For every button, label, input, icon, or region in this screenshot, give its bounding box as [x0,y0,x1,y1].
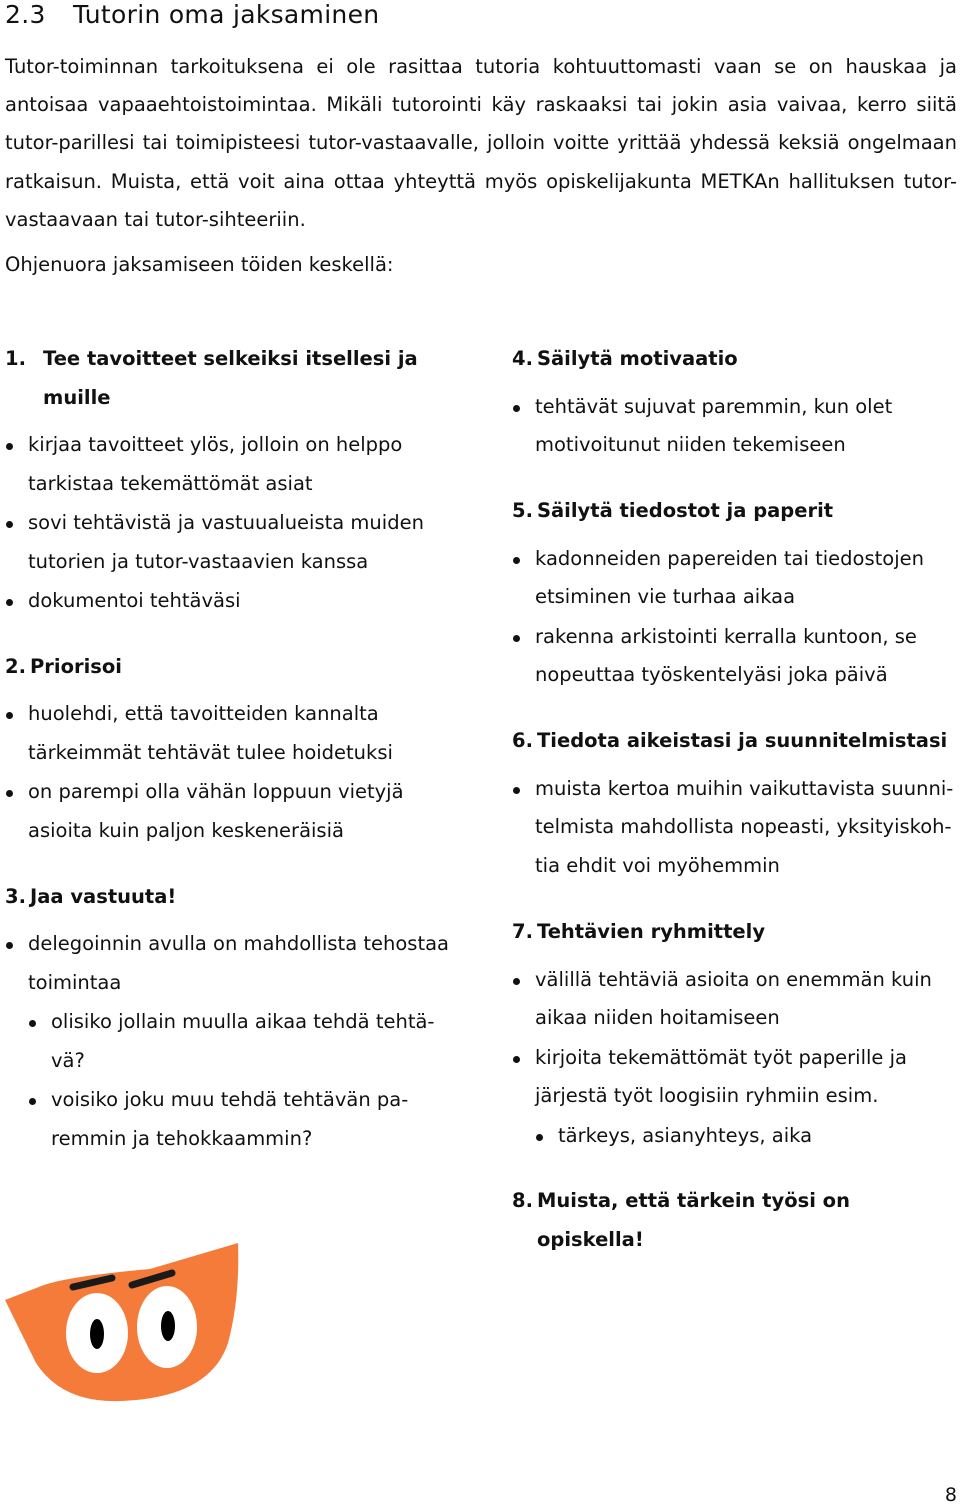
tip-list [512,770,957,886]
mascot-right-pupil [161,1311,175,1341]
tip-title [5,878,460,917]
tip-section [512,1182,957,1259]
left-column [5,340,460,1186]
tip-section [5,340,460,621]
list-item: muista kertoa muihin vaikuttavista suunni-telmista mahdollista nopeasti, yksityiskoh-tia ehdit voi myöhemmin [512,770,957,886]
list-item [5,925,460,1003]
list-item: dokumentoi tehtäväsi [5,582,460,621]
tip-section [512,492,957,695]
tip-number: 1. [5,347,26,370]
list-item: rakenna arkistointi kerralla kuntoon, se nopeuttaa työskentelyäsi joka päivä [512,618,957,696]
sub-list-item: olisiko jollain muulla aikaa tehdä tehtä-vä? [5,1003,460,1081]
tip-heading: Jaa vastuuta! [29,884,177,908]
tip-number: 5. [512,499,533,523]
tip-sublist [5,1003,460,1159]
tip-number: 2. [5,654,26,678]
tip-title [5,648,460,687]
tip-title [512,913,957,952]
tip-section [512,340,957,465]
tip-heading: Säilytä motivaatio [536,347,738,370]
list-item-text: delegoinnin avulla on mahdollista tehostaa toimintaa [28,932,449,995]
tip-heading: Priorisoi [29,654,122,678]
page-number: 8 [944,1484,957,1506]
tip-section [512,913,957,1155]
section-heading [5,0,379,32]
tip-heading: Tehtävien ryhmittely [536,920,766,944]
list-item-text: kirjoita tekemättömät työt paperille ja järjestä työt loogisiin ryhmiin esim. [535,1045,907,1108]
mascot-left-pupil [90,1319,104,1349]
list-item: on parempi olla vähän loppuun vietyjä asioita kuin paljon keskeneräisiä [5,773,460,851]
tip-list [512,540,957,696]
tip-section [512,722,957,886]
tip-list [512,388,957,466]
right-column [512,340,957,1286]
orange-owl-mascot-icon [0,1238,245,1408]
tip-number: 8. [512,1189,533,1213]
list-item [512,1039,957,1117]
section-number: 2.3 [5,0,46,29]
section-title: Tutorin oma jaksaminen [73,0,380,29]
list-item: sovi tehtävistä ja vastuualueista muiden tutorien ja tutor-vastaavien kanssa [5,504,460,582]
tip-list [5,426,460,621]
tip-title [512,1182,957,1259]
sub-list-item: tärkeys, asianyhteys, aika [512,1117,957,1156]
tip-heading: Muista, että tärkein työsi on opiskella! [536,1189,850,1251]
tip-section [5,648,460,851]
tip-sublist [512,1117,957,1156]
tip-list [5,925,460,1003]
tip-list [5,695,460,851]
intro-paragraph: Tutor-toiminnan tarkoituksena ei ole rasittaa tutoria kohtuuttomasti vaan se on hauskaa ja antoisaa vapaaehtoistoimintaa. Mikäli tutorointi käy raskaaksi tai jokin asia vaivaa, kerro siitä tutor-parillesi tai toimipisteesi tutor-vastaavalle, jolloin voitte yrittää yhdessä keksiä ongelmaan ratkaisun. Muista, että voit aina ottaa yhteyttä myös opiskelijakunta METKAn hallituksen tutor-vastaavaan tai tutor-sihteeriin. [5,55,957,231]
tip-title [512,722,957,761]
tip-title [512,340,957,379]
list-item: kadonneiden papereiden tai tiedostojen etsiminen vie turhaa aikaa [512,540,957,618]
list-item: välillä tehtäviä asioita on enemmän kuin aikaa niiden hoitamiseen [512,961,957,1039]
tip-number: 4. [512,347,533,370]
list-item: huolehdi, että tavoitteiden kannalta tärkeimmät tehtävät tulee hoidetuksi [5,695,460,773]
tip-number: 3. [5,884,26,908]
tip-section [5,878,460,1159]
sub-list-item: voisiko joku muu tehdä tehtävän pa-remmin ja tehokkaammin? [5,1081,460,1159]
tip-number: 6. [512,729,533,753]
tip-heading: Tiedota aikeistasi ja suunnitelmistasi [536,729,948,753]
guide-title: Ohjenuora jaksamiseen töiden keskellä: [5,253,394,276]
tip-heading: Säilytä tiedostot ja paperit [536,499,834,523]
tip-heading: Tee tavoitteet selkeiksi itsellesi ja muille [43,347,418,409]
tip-title [512,492,957,531]
list-item: kirjaa tavoitteet ylös, jolloin on helppo tarkistaa tekemättömät asiat [5,426,460,504]
tip-title [5,340,460,417]
tip-number: 7. [512,920,533,944]
tip-list [512,961,957,1117]
list-item: tehtävät sujuvat paremmin, kun olet motivoitunut niiden tekemiseen [512,388,957,466]
